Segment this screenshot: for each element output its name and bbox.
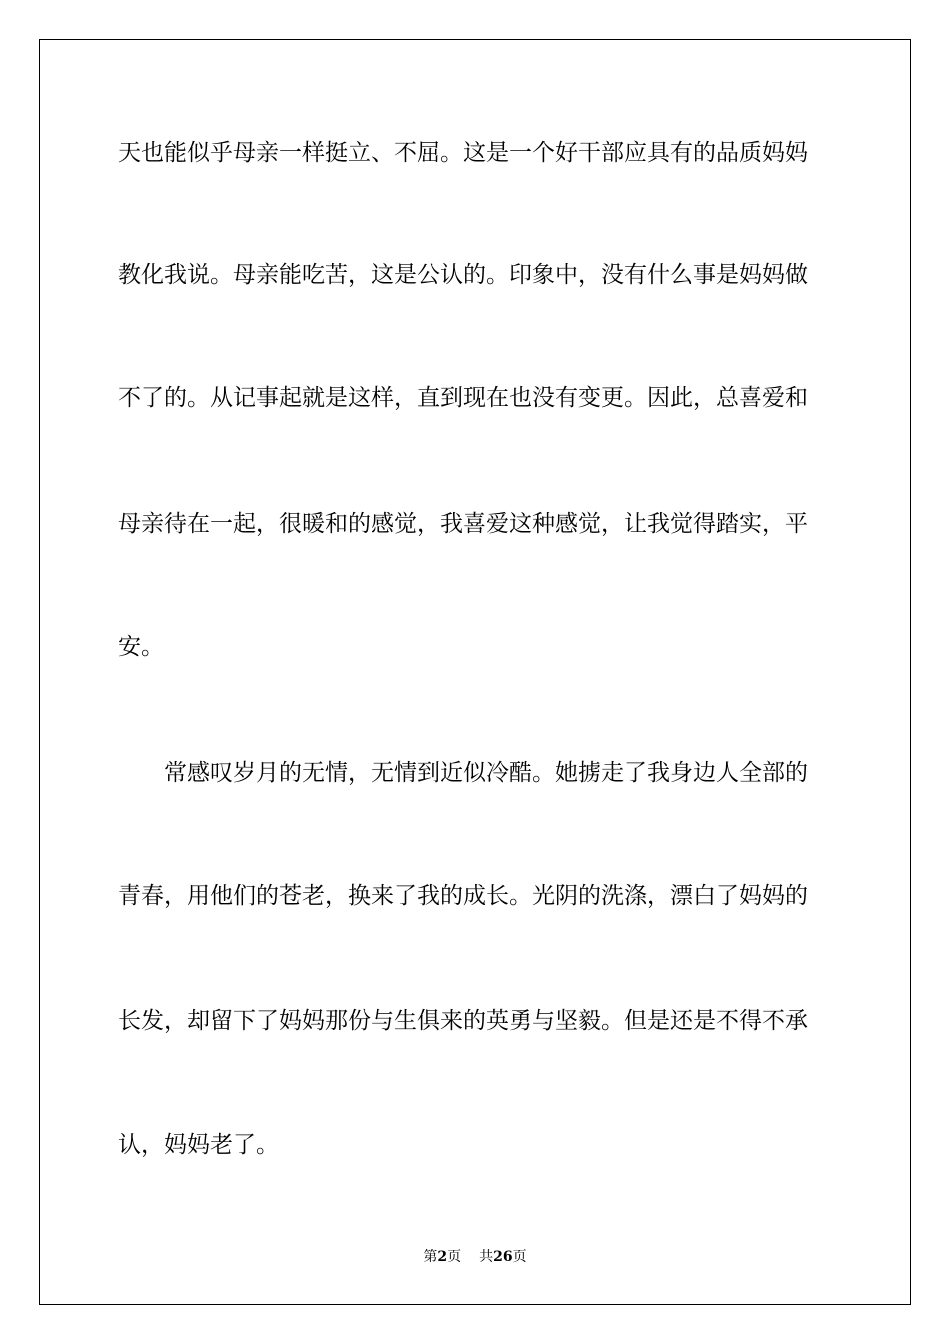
total-pages: 26 bbox=[493, 1249, 513, 1265]
body-line-1: 天也能似乎母亲一样挺立、不屈。这是一个好干部应具有的品质妈妈 bbox=[118, 140, 808, 166]
body-line-4: 母亲待在一起，很暖和的感觉，我喜爱这种感觉，让我觉得踏实，平 bbox=[118, 511, 808, 537]
page-footer bbox=[0, 1248, 950, 1266]
body-line-9: 认，妈妈老了。 bbox=[118, 1132, 279, 1158]
body-line-2: 教化我说。母亲能吃苦，这是公认的。印象中，没有什么事是妈妈做 bbox=[118, 262, 808, 288]
total-suffix: 页 bbox=[512, 1249, 527, 1265]
page-border bbox=[39, 39, 911, 1305]
body-line-3: 不了的。从记事起就是这样，直到现在也没有变更。因此，总喜爱和 bbox=[118, 385, 808, 411]
page-suffix: 页 bbox=[447, 1249, 462, 1265]
body-line-8: 长发，却留下了妈妈那份与生俱来的英勇与坚毅。但是还是不得不承 bbox=[118, 1008, 808, 1034]
body-line-5: 安。 bbox=[118, 634, 164, 660]
body-line-6: 常感叹岁月的无情，无情到近似冷酷。她掳走了我身边人全部的 bbox=[118, 760, 808, 786]
total-prefix: 共 bbox=[479, 1249, 494, 1265]
body-line-7: 青春，用他们的苍老，换来了我的成长。光阴的洗涤，漂白了妈妈的 bbox=[118, 883, 808, 909]
page-prefix: 第 bbox=[423, 1249, 438, 1265]
page-number: 2 bbox=[437, 1249, 448, 1265]
